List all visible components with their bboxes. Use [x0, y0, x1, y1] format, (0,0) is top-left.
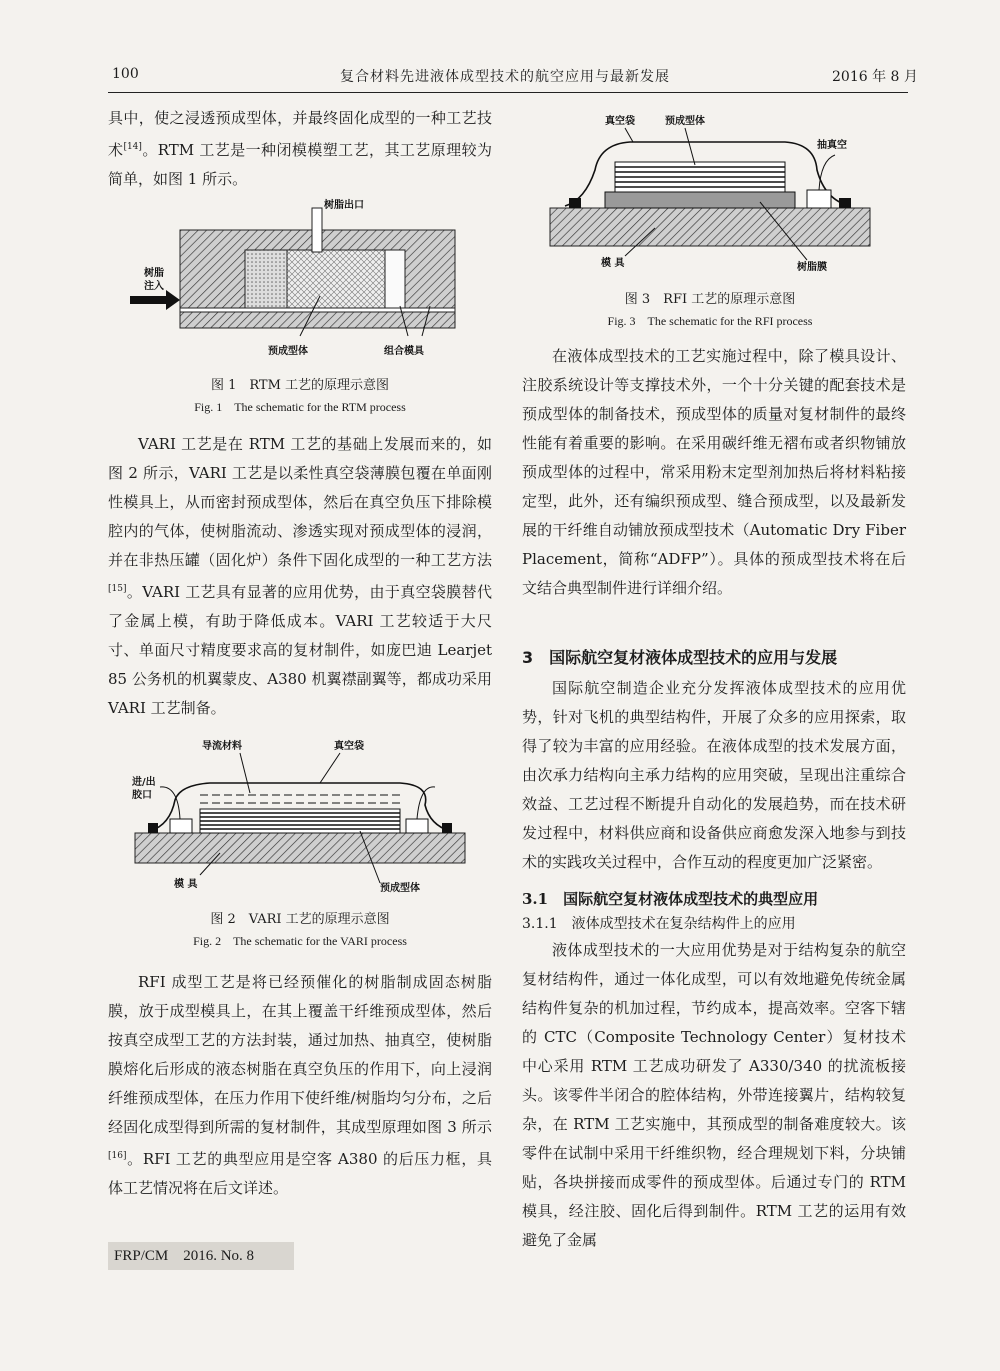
- fig2-port-label-2: 胶口: [132, 790, 152, 801]
- fig2-caption-cn: 图 2 VARI 工艺的原理示意图: [210, 912, 390, 927]
- fig2-caption-en: Fig. 2 The schematic for the VARI process: [193, 934, 407, 948]
- left-para-3: RFI 成型工艺是将已经预催化的树脂制成固态树脂膜，放于成型模具上，在其上覆盖干纤维预成型体，然后按真空成型工艺的方法封装，通过加热、抽真空，使树脂膜熔化后形成的液态树脂在真空负压的作用下，向上浸润纤维预成型体，在压力作用下使纤维/树脂均匀分布，之后经固化成型得到所需的复材制件，其成型原理如图 3 所示[16]。RFI 工艺的典型应用是空客 A380 的后压力框，具体工艺情况将在后文详述。: [108, 973, 492, 1197]
- fig2-bag-label: 真空袋: [334, 741, 364, 752]
- right-para-2: 国际航空制造企业充分发挥液体成型技术的应用优势，针对飞机的典型结构件，开展了众多的应用探索，取得了较为丰富的应用经验。在液体成型的技术发展方面，由次承力结构向主承力结构的应用突破，呈现出注重综合效益、工艺过程不断提升自动化的发展趋势，而在技术研发过程中，材料供应商和设备供应商愈发深入地参与到技术的实践攻关过程中，合作互动的程度更加广泛紧密。: [522, 679, 906, 871]
- page-number: 100: [112, 66, 139, 82]
- fig1-caption-en: Fig. 1 The schematic for the RTM process: [194, 400, 406, 414]
- section-3-1-heading: 3.1 国际航空复材液体成型技术的典型应用: [522, 890, 819, 908]
- fig1-preform-label: 预成型体: [268, 346, 308, 357]
- fig2-flow-label: 导流材料: [202, 741, 242, 752]
- fig3-caption-cn: 图 3 RFI 工艺的原理示意图: [624, 292, 796, 307]
- section-3-1-1-heading: 3.1.1 液体成型技术在复杂结构件上的应用: [522, 916, 796, 932]
- right-para-1: 在液体成型技术的工艺实施过程中，除了模具设计、注胶系统设计等支撑技术外，一个十分关键的配套技术是预成型体的制备技术，预成型体的质量对复材制件的最终性能有着重要的影响。在采用碳纤维无褶布或者织物铺放预成型体的过程中，常采用粉末定型剂加热后将材料粘接定型，此外，还有编织预成型、缝合预成型，以及最新发展的干纤维自动铺放预成型技术（Automatic Dry Fiber Placement，简称“ADFP”）。具体的预成型技术将在后文结合典型制件进行详细介绍。: [522, 347, 906, 597]
- fig3-mold-label: 模 具: [601, 258, 625, 269]
- fig1-inject-label-2: 注入: [144, 281, 164, 292]
- header-rule: [108, 92, 908, 93]
- fig1-caption-cn: 图 1 RTM 工艺的原理示意图: [210, 378, 390, 393]
- fig1-inject-label-1: 树脂: [144, 268, 164, 279]
- fig3-film-label: 树脂膜: [797, 262, 827, 273]
- fig2-mold-label: 模 具: [174, 879, 198, 890]
- fig1-mold-label: 组合模具: [384, 346, 424, 357]
- fig2-port-label-1: 进/出: [132, 777, 156, 788]
- figure-2: [130, 735, 470, 904]
- fig2-preform-label: 预成型体: [380, 883, 420, 894]
- fig1-outlet-label: 树脂出口: [324, 200, 364, 211]
- fig3-vacuum-label: 抽真空: [817, 140, 847, 151]
- fig3-caption-en: Fig. 3 The schematic for the RFI process: [607, 314, 813, 328]
- section-3-heading: 3 国际航空复材液体成型技术的应用与发展: [522, 648, 838, 667]
- running-title: 复合材料先进液体成型技术的航空应用与最新发展: [340, 69, 670, 85]
- issue-date: 2016 年 8 月: [832, 69, 918, 85]
- figure-3: [545, 110, 875, 284]
- left-para-1: 具中，使之浸透预成型体，并最终固化成型的一种工艺技术[14]。RTM 工艺是一种闭模模塑工艺，其工艺原理较为简单，如图 1 所示。: [108, 109, 492, 188]
- right-para-3: 液体成型技术的一大应用优势是对于结构复杂的航空复材结构件，通过一体化成型，可以有效地避免传统金属结构件复杂的机加过程，节约成本，提高效率。空客下辖的 CTC（Composite Technology Center）复材技术中心采用 RTM 工艺成功研发了 A330/340 的扰流板接头。该零件半闭合的腔体结构，外带连接翼片，结构较复杂，在 RTM 工艺实施中，其预成型的制备难度较大。该零件在试制中采用干纤维织物，经合理规划下料，分块铺贴，各块拼接而成零件的预成型体。后通过专门的 RTM 模具，经注胶、固化后得到制件。RTM 工艺的运用有效避免了金属: [522, 941, 906, 1249]
- left-para-2: VARI 工艺是在 RTM 工艺的基础上发展而来的，如图 2 所示，VARI 工艺是以柔性真空袋薄膜包覆在单面刚性模具上，从而密封预成型体，然后在真空负压下排除模腔内的气体，使树脂流动、渗透实现对预成型体的浸润，并在非热压罐（固化炉）条件下固化成型的一种工艺方法[15]。VARI 工艺具有显著的应用优势，由于真空袋膜替代了金属上模，有助于降低成本。VARI 工艺较适于大尺寸、单面尺寸精度要求高的复材制件，如庞巴迪 Learjet 85 公务机的机翼蒙皮、A380 机翼襟副翼等，都成功采用 VARI 工艺制备。: [108, 435, 492, 717]
- fig3-bag-label: 真空袋: [605, 116, 635, 127]
- journal-footer: FRP/CM 2016. No. 8: [108, 1242, 294, 1270]
- figure-1: [130, 196, 470, 370]
- fig3-preform-label: 预成型体: [665, 116, 705, 127]
